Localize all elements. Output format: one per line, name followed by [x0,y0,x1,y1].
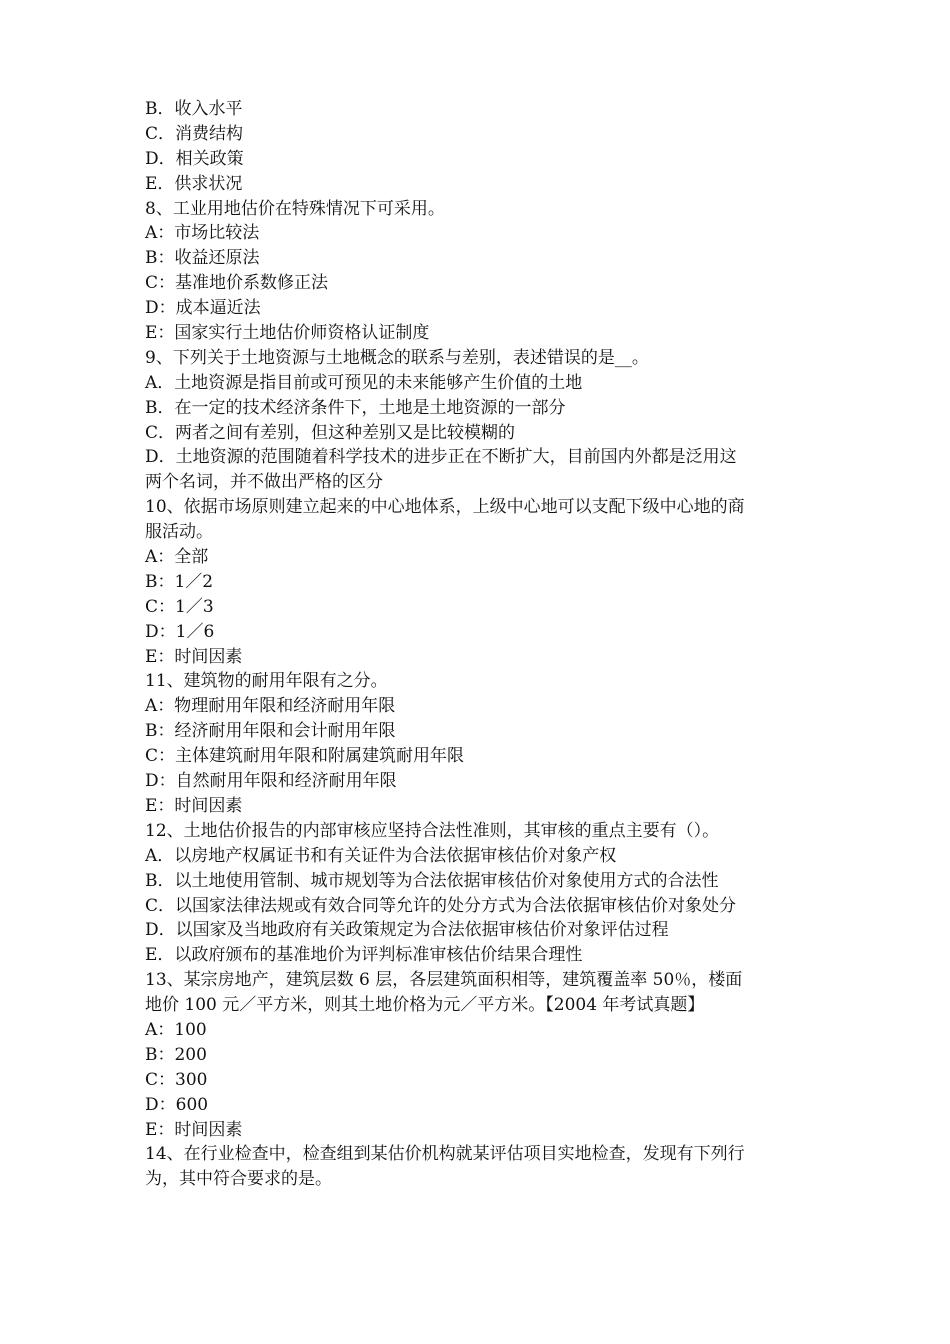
option-line: E：时间因素 [145,1119,243,1140]
option-line: D．以国家及当地政府有关政策规定为合法依据审核估价对象评估过程 [145,920,669,941]
option-line: B．收入水平 [145,99,243,119]
option-line: A．土地资源是指目前或可预见的未来能够产生价值的土地 [145,372,583,393]
question-13: 13、某宗房地产，建筑层数 6 层，各层建筑面积相等，建筑覆盖率 50％，楼面 [145,970,743,991]
option-line: E：时间因素 [145,795,243,816]
question-9: 9、下列关于土地资源与土地概念的联系与差别，表述错误的是__。 [145,347,649,368]
question-8: 8、工业用地估价在特殊情况下可采用。 [145,198,445,219]
question-11: 11、建筑物的耐用年限有之分。 [145,671,388,692]
option-line: E．以政府颁布的基准地价为评判标准审核估价结果合理性 [145,945,583,966]
option-line: B．在一定的技术经济条件下，土地是土地资源的一部分 [145,397,566,418]
option-line: A：100 [145,1019,207,1040]
option-line: E：国家实行土地估价师资格认证制度 [145,323,430,344]
option-line: D．土地资源的范围随着科学技术的进步正在不断扩大，目前国内外都是泛用这 [145,447,737,468]
option-line: C：300 [145,1069,208,1090]
option-line: C．以国家法律法规或有效合同等允许的处分方式为合法依据审核估价对象处分 [145,895,737,916]
option-line: C：1／3 [145,596,214,617]
question-12: 12、土地估价报告的内部审核应坚持合法性准则，其审核的重点主要有（）。 [145,820,720,841]
option-line: B：200 [145,1044,207,1065]
option-line: C．消费结构 [145,123,244,144]
option-line: B：收益还原法 [145,248,260,269]
option-line-continued: 两个名词，并不做出严格的区分 [145,472,383,493]
question-14-continued: 为，其中符合要求的是。 [145,1169,332,1190]
question-13-continued: 地价 100 元／平方米，则其土地价格为元／平方米。【2004 年考试真题】 [145,995,705,1016]
option-line: D：自然耐用年限和经济耐用年限 [145,771,397,792]
option-line: D：成本逼近法 [145,298,261,319]
option-line: B．以土地使用管制、城市规划等为合法依据审核估价对象使用方式的合法性 [145,870,719,891]
question-10-continued: 服活动。 [145,522,213,543]
option-line: A：全部 [145,547,209,568]
option-line: C：主体建筑耐用年限和附属建筑耐用年限 [145,746,465,767]
option-line: E：时间因素 [145,646,243,667]
option-line: B：经济耐用年限和会计耐用年限 [145,721,396,742]
option-line: D：600 [145,1094,209,1115]
option-line: E．供求状况 [145,173,243,194]
option-line: D：1／6 [145,621,215,642]
option-line: A：物理耐用年限和经济耐用年限 [145,696,396,717]
option-line: B：1／2 [145,571,214,592]
document-body [145,97,810,1192]
question-10: 10、依据市场原则建立起来的中心地体系，上级中心地可以支配下级中心地的商 [145,497,745,518]
option-line: A．以房地产权属证书和有关证件为合法依据审核估价对象产权 [145,845,617,866]
option-line: A：市场比较法 [145,223,260,244]
option-line: D．相关政策 [145,148,244,169]
option-line: C．两者之间有差别，但这种差别又是比较模糊的 [145,422,516,443]
option-line: C：基准地价系数修正法 [145,273,329,294]
question-14: 14、在行业检查中，检查组到某估价机构就某评估项目实地检查，发现有下列行 [145,1144,745,1165]
